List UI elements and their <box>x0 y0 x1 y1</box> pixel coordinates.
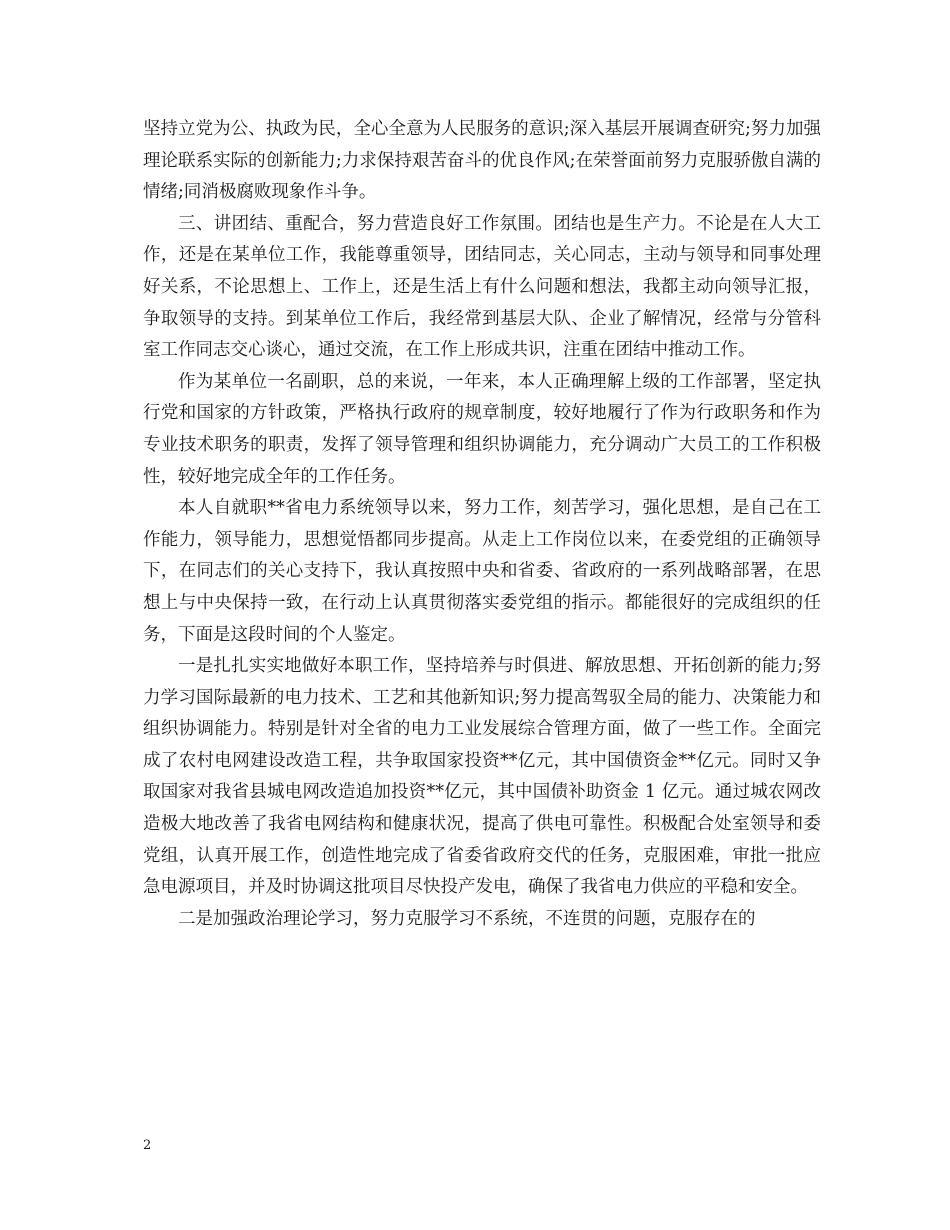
paragraph-appointment: 本人自就职**省电力系统领导以来，努力工作，刻苦学习，强化思想，是自己在工作能力，领导能力，思想觉悟都同步提高。从走上工作岗位以来，在委党组的正确领导下，在同志们的关心支持下，我认真按照中央和省委、省政府的一系列战略部署，在思想上与中央保持一致，在行动上认真贯彻落实委党组的指示。都能很好的完成组织的任务，下面是这段时间的个人鉴定。 <box>143 498 821 645</box>
paragraph-summary: 作为某单位一名副职，总的来说，一年来，本人正确理解上级的工作部署，坚定执行党和国家的方针政策，严格执行政府的规章制度，较好地履行了作为行政职务和作为专业技术职务的职责，发挥了领导管理和组织协调能力，充分调动广大员工的工作积极性，较好地完成全年的工作任务。 <box>143 371 821 487</box>
page-number: 2 <box>143 1138 152 1153</box>
paragraph-unity: 三、讲团结、重配合，努力营造良好工作氛围。团结也是生产力。不论是在人大工作，还是在某单位工作，我能尊重领导，团结同志，关心同志，主动与领导和同事处理好关系，不论思想上、工作上，还是生活上有什么问题和想法，我都主动向领导汇报，争取领导的支持。到某单位工作后，我经常到基层大队、企业了解情况，经常与分管科室工作同志交心谈心，通过交流，在工作上形成共识，注重在团结中推动工作。 <box>143 213 821 361</box>
paragraph-point-one: 一是扎扎实实地做好本职工作，坚持培养与时俱进、解放思想、开拓创新的能力;努力学习国际最新的电力技术、工艺和其他新知识;努力提高驾驭全局的能力、决策能力和组织协调能力。特别是针对全省的电力工业发展综合管理方面，做了一些工作。全面完成了农村电网建设改造工程，共争取国家投资**亿元，其中国债资金**亿元。同时又争取国家对我省县城电网改造追加投资**亿元，其中国债补助资金 1 亿元。通过城农网改造极大地改善了我省电网结构和健康状况，提高了供电可靠性。积极配合处室领导和委党组，认真开展工作，创造性地完成了省委省政府交代的任务，克服困难，审批一批应急电源项目，并及时协调这批项目尽快投产发电，确保了我省电力供应的平稳和安全。 <box>143 656 821 898</box>
paragraph-point-two: 二是加强政治理论学习，努力克服学习不系统，不连贯的问题，克服存在的 <box>178 908 756 929</box>
paragraph-continuation: 坚持立党为公、执政为民，全心全意为人民服务的意识;深入基层开展调查研究;努力加强理论联系实际的创新能力;力求保持艰苦奋斗的优良作风;在荣誉面前努力克服骄傲自满的情绪;同消极腐败现象作斗争。 <box>143 119 821 203</box>
document-body <box>143 114 821 935</box>
